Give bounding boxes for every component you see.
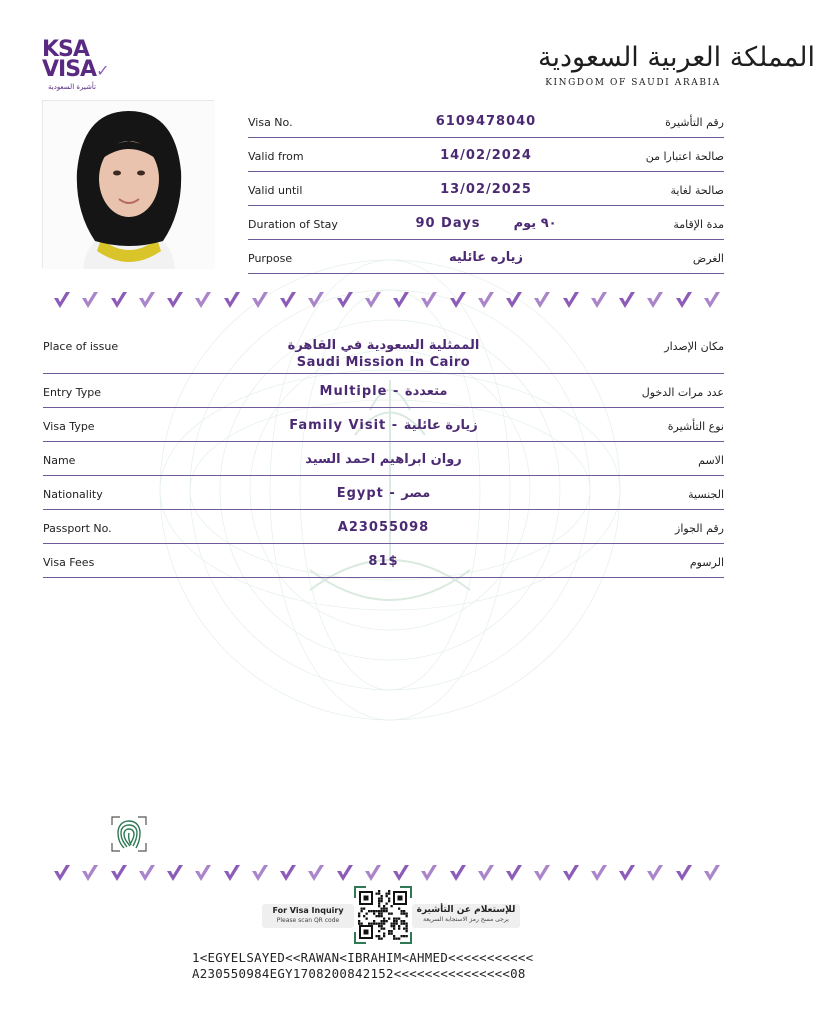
visa-inquiry-qr (262, 886, 522, 946)
value-nationality: Egypt - مصر (336, 486, 431, 501)
check-icon (80, 290, 100, 310)
qr-code-icon[interactable] (354, 886, 412, 944)
check-icon (306, 863, 326, 883)
label-duration: Duration of Stay (248, 218, 338, 231)
row-name (43, 442, 724, 476)
check-icon (335, 863, 355, 883)
check-icon (419, 290, 439, 310)
kingdom-arabic: المملكة العربية السعودية (538, 42, 815, 73)
kingdom-english: KINGDOM OF SAUDI ARABIA (545, 78, 721, 88)
row-purpose (248, 240, 724, 274)
check-icon (674, 290, 694, 310)
label-visa-no: Visa No. (248, 116, 293, 129)
label-valid-from: Valid from (248, 150, 304, 163)
mrz-line-2: A230550984EGY1708200842152<<<<<<<<<<<<<<<08 (192, 966, 526, 981)
label-visa-no-ar: رقم التأشيرة (665, 116, 724, 129)
value-passport-no: A23055098 (337, 520, 430, 535)
inquiry-en-label (262, 904, 354, 928)
value-valid-from: 14/02/2024 (440, 148, 532, 163)
check-icon (165, 863, 185, 883)
check-strip-bottom (52, 862, 722, 884)
row-duration (248, 206, 724, 240)
value-visa-type: Family Visit - زيارة عائلية (289, 418, 478, 433)
check-icon (193, 290, 213, 310)
inquiry-ar-label (412, 904, 520, 928)
check-icon (137, 863, 157, 883)
label-passport-no: Passport No. (43, 522, 112, 535)
label-visa-type: Visa Type (43, 420, 95, 433)
check-icon (335, 290, 355, 310)
row-entry-type (43, 374, 724, 408)
check-icon (532, 290, 552, 310)
value-purpose: زياره عائليه (448, 250, 524, 265)
check-icon (448, 863, 468, 883)
check-icon (52, 863, 72, 883)
logo-subtitle: تأشيرة السعودية (48, 83, 96, 91)
inquiry-ar-sub: يرجى مسح رمز الاستجابة السريعة (423, 916, 509, 923)
check-icon (137, 290, 157, 310)
label-duration-ar: مدة الإقامة (673, 218, 724, 231)
label-visa-type-ar: نوع التأشيرة (667, 420, 724, 433)
inquiry-en-title: For Visa Inquiry (272, 906, 344, 915)
check-icon (419, 863, 439, 883)
label-purpose: Purpose (248, 252, 293, 265)
value-entry-type: Multiple - متعددة (319, 384, 448, 399)
check-icon (504, 863, 524, 883)
row-valid-from (248, 138, 724, 172)
check-icon (391, 863, 411, 883)
machine-readable-zone (192, 950, 533, 982)
check-icon (645, 863, 665, 883)
check-icon (165, 290, 185, 310)
check-icon (674, 863, 694, 883)
check-icon (448, 290, 468, 310)
check-icon (278, 863, 298, 883)
check-icon (391, 290, 411, 310)
value-visa-fees: 81$ (368, 554, 399, 569)
label-place-of-issue: Place of issue (43, 340, 119, 353)
label-name: Name (43, 454, 76, 467)
check-icon (617, 863, 637, 883)
row-place-of-issue (43, 328, 724, 374)
inquiry-ar-title: للإستعلام عن التأشيرة (416, 905, 516, 915)
photo-portrait-icon (43, 101, 215, 269)
logo-visa-text: VISA✓ (42, 57, 109, 82)
label-place-of-issue-ar: مكان الإصدار (664, 340, 724, 353)
check-icon (645, 290, 665, 310)
logo-ksa-text: KSA (42, 37, 89, 62)
label-valid-from-ar: صالحة اعتبارا من (645, 150, 724, 163)
label-entry-type: Entry Type (43, 386, 102, 399)
kingdom-header (538, 40, 815, 88)
label-name-ar: الاسم (698, 454, 724, 467)
check-icon (476, 863, 496, 883)
check-icon (589, 863, 609, 883)
row-nationality (43, 476, 724, 510)
check-icon (306, 290, 326, 310)
check-icon (80, 863, 100, 883)
row-passport-no (43, 510, 724, 544)
value-valid-until: 13/02/2025 (440, 182, 532, 197)
value-name: روان ابراهيم احمد السيد (305, 452, 462, 467)
value-place-of-issue-en: Saudi Mission In Cairo (296, 355, 471, 370)
check-icon (363, 863, 383, 883)
check-icon (532, 863, 552, 883)
value-place-of-issue-ar: الممثلية السعودية في القاهرة (287, 338, 480, 353)
check-icon (250, 863, 270, 883)
check-icon (589, 290, 609, 310)
check-icon (702, 290, 722, 310)
ksa-visa-logo (42, 37, 122, 92)
row-visa-no (248, 104, 724, 138)
check-icon (504, 290, 524, 310)
check-icon (561, 290, 581, 310)
check-icon (561, 863, 581, 883)
check-icon (193, 863, 213, 883)
applicant-photo (42, 100, 214, 268)
check-icon (250, 290, 270, 310)
label-nationality-ar: الجنسية (688, 488, 724, 501)
logo-check-icon: ✓ (96, 61, 109, 80)
check-icon (222, 290, 242, 310)
fingerprint-icon (110, 815, 148, 853)
check-strip-top (52, 289, 722, 311)
check-icon (109, 863, 129, 883)
label-valid-until-ar: صالحة لغاية (670, 184, 724, 197)
check-icon (476, 290, 496, 310)
label-passport-no-ar: رقم الجواز (675, 522, 724, 535)
label-purpose-ar: الغرض (692, 252, 724, 265)
row-visa-type (43, 408, 724, 442)
label-visa-fees: Visa Fees (43, 556, 95, 569)
check-icon (278, 290, 298, 310)
row-visa-fees (43, 544, 724, 578)
inquiry-en-sub: Please scan QR code (276, 917, 340, 924)
row-valid-until (248, 172, 724, 206)
mrz-line-1: 1<EGYELSAYED<<RAWAN<IBRAHIM<AHMED<<<<<<<<<<< (192, 950, 534, 965)
check-icon (222, 863, 242, 883)
value-duration: 90 Days ٩٠ يوم (415, 216, 557, 231)
label-visa-fees-ar: الرسوم (689, 556, 724, 569)
check-icon (52, 290, 72, 310)
check-icon (363, 290, 383, 310)
label-entry-type-ar: عدد مرات الدخول (641, 386, 724, 399)
check-icon (617, 290, 637, 310)
label-valid-until: Valid until (248, 184, 303, 197)
label-nationality: Nationality (43, 488, 103, 501)
check-icon (109, 290, 129, 310)
value-visa-no: 6109478040 (435, 114, 537, 129)
check-icon (702, 863, 722, 883)
